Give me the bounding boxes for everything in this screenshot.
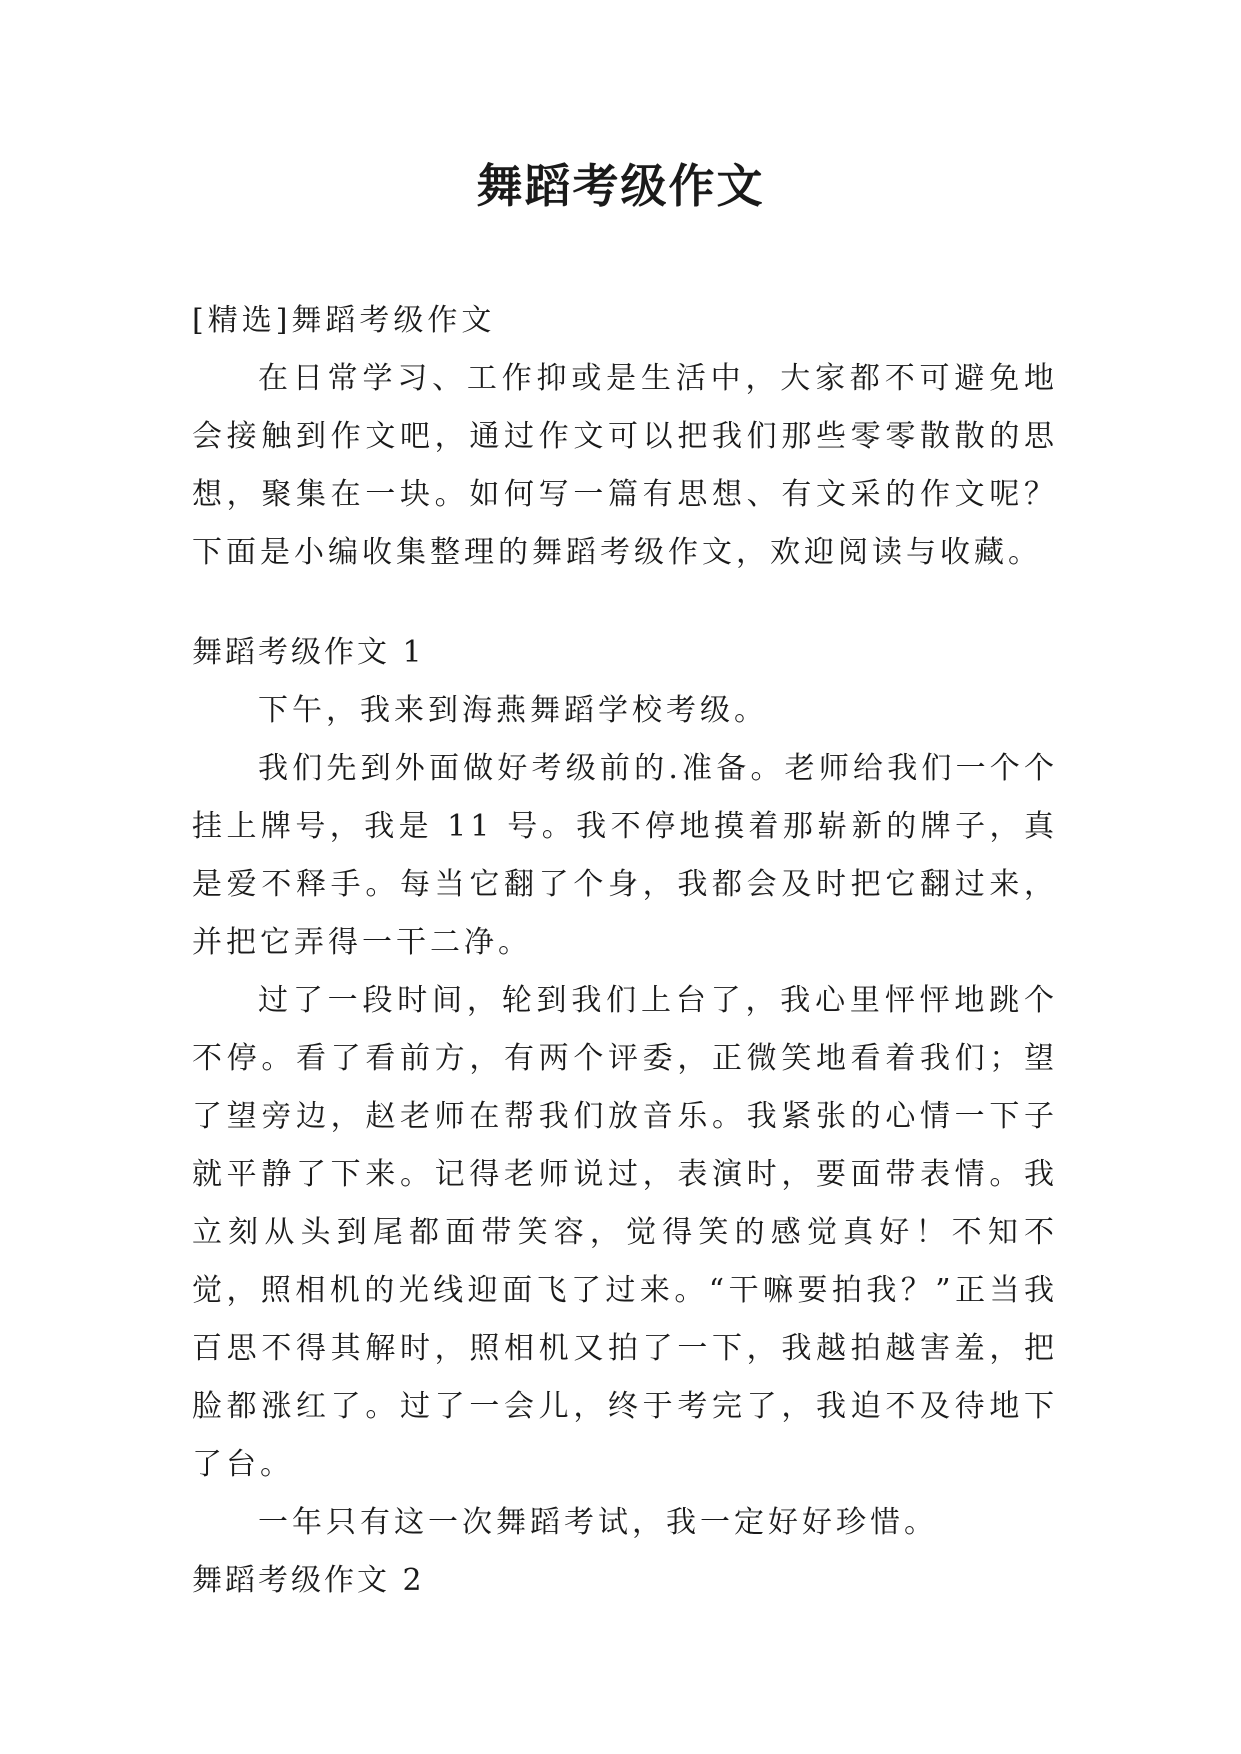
section-heading-2: 舞蹈考级作文 2 (192, 1563, 425, 1598)
section-1-paragraph-4: 一年只有这一次舞蹈考试，我一定好好珍惜。 (258, 1505, 938, 1540)
intro-paragraph: 在日常学习、工作抑或是生活中，大家都不可避免地会接触到作文吧，通过作文可以把我们那些零零散散的思想，聚集在一块。如何写一篇有思想、有文采的作文呢？下面是小编收集整理的舞蹈考级作文，欢迎阅读与收藏。 (192, 361, 1058, 570)
section-1-paragraph-1: 下午，我来到海燕舞蹈学校考级。 (258, 693, 768, 728)
document-body (192, 292, 1058, 1610)
document-title: 舞蹈考级作文 (476, 159, 765, 213)
section-heading-1: 舞蹈考级作文 1 (192, 635, 425, 670)
section-1-paragraph-2: 我们先到外面做好考级前的.准备。老师给我们一个个挂上牌号，我是 11 号。我不停地摸着那崭新的牌子，真是爱不释手。每当它翻了个身，我都会及时把它翻过来，并把它弄得一干二净。 (192, 751, 1058, 960)
document-subtitle: [精选]舞蹈考级作文 (192, 303, 496, 338)
section-1-paragraph-3: 过了一段时间，轮到我们上台了，我心里怦怦地跳个不停。看了看前方，有两个评委，正微笑地看着我们；望了望旁边，赵老师在帮我们放音乐。我紧张的心情一下子就平静了下来。记得老师说过，表演时，要面带表情。我立刻从头到尾都面带笑容，觉得笑的感觉真好！不知不觉，照相机的光线迎面飞了过来。“干嘛要拍我？”正当我百思不得其解时，照相机又拍了一下，我越拍越害羞，把脸都涨红了。过了一会儿，终于考完了，我迫不及待地下了台。 (192, 983, 1058, 1482)
